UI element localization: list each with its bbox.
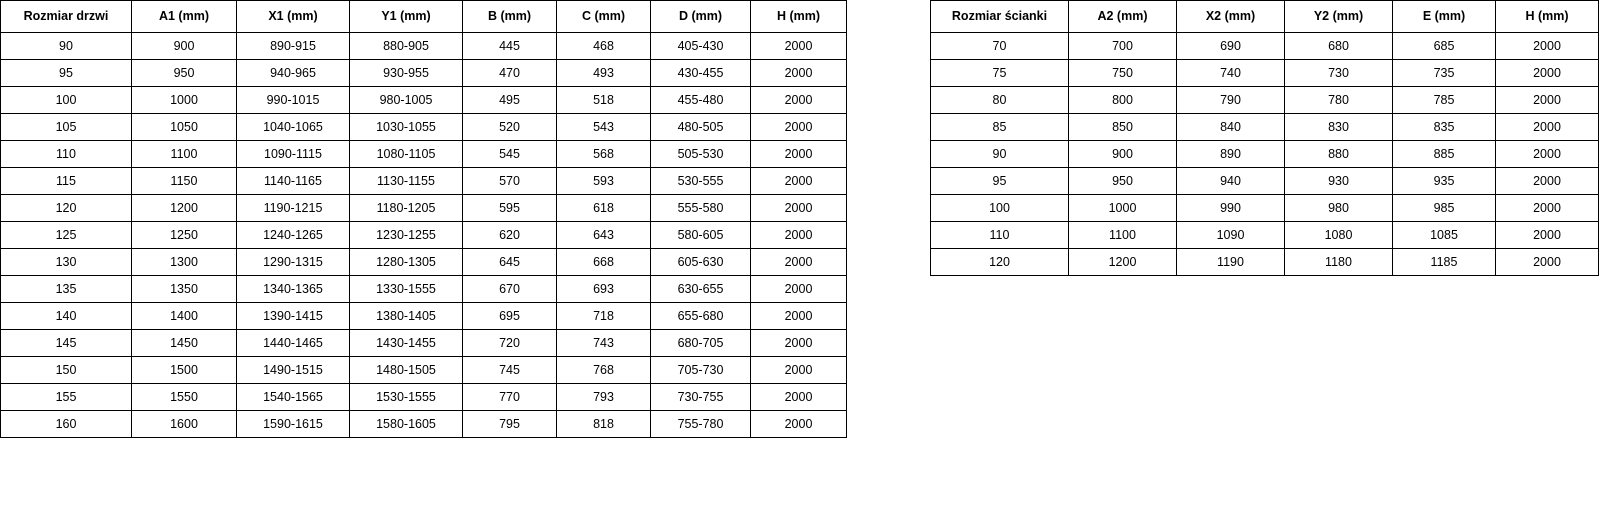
table-cell: 1190 xyxy=(1177,249,1285,276)
table-cell: 768 xyxy=(557,357,651,384)
table-cell: 980 xyxy=(1285,195,1393,222)
table-cell: 480-505 xyxy=(651,114,751,141)
table-row xyxy=(931,114,1599,141)
table-header-row xyxy=(1,1,847,33)
table-cell: 850 xyxy=(1069,114,1177,141)
table-cell: 930-955 xyxy=(350,60,463,87)
table-cell: 85 xyxy=(931,114,1069,141)
table-cell: 1085 xyxy=(1393,222,1496,249)
table-cell: 900 xyxy=(132,33,237,60)
table-cell: 1350 xyxy=(132,276,237,303)
column-header-wall-size: Rozmiar ścianki xyxy=(931,1,1069,33)
doors-table-container xyxy=(0,0,847,438)
table-cell: 780 xyxy=(1285,87,1393,114)
table-cell: 2000 xyxy=(751,141,847,168)
table-cell: 935 xyxy=(1393,168,1496,195)
table-cell: 1030-1055 xyxy=(350,114,463,141)
table-cell: 605-630 xyxy=(651,249,751,276)
table-cell: 670 xyxy=(463,276,557,303)
table-cell: 840 xyxy=(1177,114,1285,141)
table-cell: 1440-1465 xyxy=(237,330,350,357)
table-cell: 580-605 xyxy=(651,222,751,249)
table-cell: 1280-1305 xyxy=(350,249,463,276)
table-row xyxy=(1,60,847,87)
table-cell: 120 xyxy=(931,249,1069,276)
table-cell: 2000 xyxy=(751,357,847,384)
table-cell: 618 xyxy=(557,195,651,222)
table-cell: 2000 xyxy=(1496,195,1599,222)
table-cell: 1600 xyxy=(132,411,237,438)
table-cell: 2000 xyxy=(1496,168,1599,195)
table-cell: 1080-1105 xyxy=(350,141,463,168)
table-row xyxy=(931,249,1599,276)
table-cell: 980-1005 xyxy=(350,87,463,114)
table-cell: 743 xyxy=(557,330,651,357)
table-cell: 545 xyxy=(463,141,557,168)
table-row xyxy=(1,114,847,141)
table-cell: 2000 xyxy=(751,330,847,357)
table-cell: 150 xyxy=(1,357,132,384)
table-cell: 950 xyxy=(1069,168,1177,195)
table-row xyxy=(1,330,847,357)
table-cell: 890-915 xyxy=(237,33,350,60)
table-cell: 940 xyxy=(1177,168,1285,195)
table-row xyxy=(931,33,1599,60)
table-cell: 80 xyxy=(931,87,1069,114)
table-cell: 520 xyxy=(463,114,557,141)
table-cell: 1400 xyxy=(132,303,237,330)
table-cell: 1590-1615 xyxy=(237,411,350,438)
column-header-y1: Y1 (mm) xyxy=(350,1,463,33)
doors-dimensions-table xyxy=(0,0,847,438)
table-cell: 593 xyxy=(557,168,651,195)
table-cell: 643 xyxy=(557,222,651,249)
table-cell: 105 xyxy=(1,114,132,141)
table-cell: 2000 xyxy=(751,276,847,303)
table-cell: 2000 xyxy=(751,195,847,222)
table-cell: 130 xyxy=(1,249,132,276)
table-cell: 2000 xyxy=(751,303,847,330)
table-cell: 668 xyxy=(557,249,651,276)
table-cell: 1080 xyxy=(1285,222,1393,249)
table-cell: 770 xyxy=(463,384,557,411)
table-cell: 145 xyxy=(1,330,132,357)
table-cell: 100 xyxy=(931,195,1069,222)
table-cell: 680-705 xyxy=(651,330,751,357)
table-cell: 445 xyxy=(463,33,557,60)
table-cell: 655-680 xyxy=(651,303,751,330)
table-cell: 818 xyxy=(557,411,651,438)
table-cell: 140 xyxy=(1,303,132,330)
table-row xyxy=(1,303,847,330)
table-cell: 720 xyxy=(463,330,557,357)
table-cell: 2000 xyxy=(751,384,847,411)
column-header-h: H (mm) xyxy=(751,1,847,33)
table-header-row xyxy=(931,1,1599,33)
table-cell: 1000 xyxy=(132,87,237,114)
table-cell: 2000 xyxy=(751,222,847,249)
column-header-b: B (mm) xyxy=(463,1,557,33)
column-header-h: H (mm) xyxy=(1496,1,1599,33)
table-cell: 75 xyxy=(931,60,1069,87)
doors-table-header xyxy=(1,1,847,33)
table-row xyxy=(1,357,847,384)
column-header-x1: X1 (mm) xyxy=(237,1,350,33)
table-cell: 120 xyxy=(1,195,132,222)
table-row xyxy=(1,33,847,60)
table-cell: 693 xyxy=(557,276,651,303)
table-cell: 790 xyxy=(1177,87,1285,114)
table-cell: 1380-1405 xyxy=(350,303,463,330)
table-cell: 1530-1555 xyxy=(350,384,463,411)
table-cell: 1340-1365 xyxy=(237,276,350,303)
table-cell: 880-905 xyxy=(350,33,463,60)
table-cell: 2000 xyxy=(751,249,847,276)
table-row xyxy=(1,222,847,249)
table-cell: 735 xyxy=(1393,60,1496,87)
walls-table-body xyxy=(931,33,1599,276)
table-cell: 1185 xyxy=(1393,249,1496,276)
table-cell: 718 xyxy=(557,303,651,330)
table-cell: 1150 xyxy=(132,168,237,195)
table-cell: 690 xyxy=(1177,33,1285,60)
table-cell: 950 xyxy=(132,60,237,87)
table-cell: 1490-1515 xyxy=(237,357,350,384)
table-cell: 900 xyxy=(1069,141,1177,168)
table-row xyxy=(1,411,847,438)
table-cell: 1200 xyxy=(1069,249,1177,276)
table-cell: 530-555 xyxy=(651,168,751,195)
table-cell: 495 xyxy=(463,87,557,114)
table-cell: 90 xyxy=(1,33,132,60)
table-cell: 2000 xyxy=(751,60,847,87)
column-header-d: D (mm) xyxy=(651,1,751,33)
table-cell: 730-755 xyxy=(651,384,751,411)
table-cell: 685 xyxy=(1393,33,1496,60)
table-cell: 700 xyxy=(1069,33,1177,60)
table-cell: 750 xyxy=(1069,60,1177,87)
table-cell: 830 xyxy=(1285,114,1393,141)
table-cell: 570 xyxy=(463,168,557,195)
table-cell: 1000 xyxy=(1069,195,1177,222)
table-cell: 885 xyxy=(1393,141,1496,168)
table-cell: 1090 xyxy=(1177,222,1285,249)
table-cell: 1100 xyxy=(132,141,237,168)
table-cell: 1200 xyxy=(132,195,237,222)
table-cell: 2000 xyxy=(1496,60,1599,87)
table-cell: 745 xyxy=(463,357,557,384)
column-header-c: C (mm) xyxy=(557,1,651,33)
table-cell: 890 xyxy=(1177,141,1285,168)
table-cell: 1300 xyxy=(132,249,237,276)
table-cell: 835 xyxy=(1393,114,1496,141)
table-cell: 940-965 xyxy=(237,60,350,87)
table-row xyxy=(1,276,847,303)
table-cell: 95 xyxy=(931,168,1069,195)
table-cell: 1500 xyxy=(132,357,237,384)
table-cell: 1480-1505 xyxy=(350,357,463,384)
table-cell: 160 xyxy=(1,411,132,438)
table-cell: 680 xyxy=(1285,33,1393,60)
table-row xyxy=(931,141,1599,168)
table-cell: 2000 xyxy=(1496,87,1599,114)
table-cell: 2000 xyxy=(751,411,847,438)
table-row xyxy=(1,384,847,411)
table-cell: 2000 xyxy=(1496,33,1599,60)
table-cell: 1100 xyxy=(1069,222,1177,249)
table-row xyxy=(1,141,847,168)
table-cell: 755-780 xyxy=(651,411,751,438)
table-cell: 2000 xyxy=(1496,141,1599,168)
table-cell: 1130-1155 xyxy=(350,168,463,195)
column-header-y2: Y2 (mm) xyxy=(1285,1,1393,33)
table-cell: 110 xyxy=(1,141,132,168)
table-cell: 1390-1415 xyxy=(237,303,350,330)
table-cell: 1090-1115 xyxy=(237,141,350,168)
table-row xyxy=(1,195,847,222)
table-cell: 2000 xyxy=(1496,249,1599,276)
table-cell: 2000 xyxy=(751,33,847,60)
table-cell: 518 xyxy=(557,87,651,114)
table-cell: 1240-1265 xyxy=(237,222,350,249)
table-cell: 1450 xyxy=(132,330,237,357)
table-cell: 1540-1565 xyxy=(237,384,350,411)
walls-table-container xyxy=(930,0,1599,276)
column-header-a1: A1 (mm) xyxy=(132,1,237,33)
table-cell: 115 xyxy=(1,168,132,195)
table-cell: 470 xyxy=(463,60,557,87)
walls-dimensions-table xyxy=(930,0,1599,276)
table-cell: 90 xyxy=(931,141,1069,168)
table-cell: 2000 xyxy=(1496,222,1599,249)
column-header-a2: A2 (mm) xyxy=(1069,1,1177,33)
table-cell: 568 xyxy=(557,141,651,168)
table-cell: 990-1015 xyxy=(237,87,350,114)
table-cell: 620 xyxy=(463,222,557,249)
table-row xyxy=(931,168,1599,195)
table-cell: 1190-1215 xyxy=(237,195,350,222)
table-row xyxy=(1,87,847,114)
table-cell: 2000 xyxy=(1496,114,1599,141)
table-row xyxy=(931,87,1599,114)
table-cell: 930 xyxy=(1285,168,1393,195)
table-cell: 555-580 xyxy=(651,195,751,222)
doors-table-body xyxy=(1,33,847,438)
table-cell: 1050 xyxy=(132,114,237,141)
table-cell: 1580-1605 xyxy=(350,411,463,438)
table-cell: 1250 xyxy=(132,222,237,249)
table-row xyxy=(1,168,847,195)
table-cell: 990 xyxy=(1177,195,1285,222)
column-header-e: E (mm) xyxy=(1393,1,1496,33)
table-cell: 2000 xyxy=(751,114,847,141)
walls-table-header xyxy=(931,1,1599,33)
table-cell: 1140-1165 xyxy=(237,168,350,195)
table-cell: 110 xyxy=(931,222,1069,249)
table-cell: 985 xyxy=(1393,195,1496,222)
table-cell: 430-455 xyxy=(651,60,751,87)
table-cell: 405-430 xyxy=(651,33,751,60)
table-cell: 1040-1065 xyxy=(237,114,350,141)
table-cell: 1180 xyxy=(1285,249,1393,276)
table-cell: 695 xyxy=(463,303,557,330)
table-cell: 1550 xyxy=(132,384,237,411)
table-row xyxy=(931,195,1599,222)
table-cell: 1180-1205 xyxy=(350,195,463,222)
table-cell: 493 xyxy=(557,60,651,87)
table-cell: 705-730 xyxy=(651,357,751,384)
table-row xyxy=(931,222,1599,249)
table-cell: 100 xyxy=(1,87,132,114)
table-cell: 793 xyxy=(557,384,651,411)
table-cell: 2000 xyxy=(751,87,847,114)
table-cell: 1290-1315 xyxy=(237,249,350,276)
table-cell: 155 xyxy=(1,384,132,411)
table-cell: 95 xyxy=(1,60,132,87)
table-cell: 730 xyxy=(1285,60,1393,87)
table-cell: 455-480 xyxy=(651,87,751,114)
table-cell: 795 xyxy=(463,411,557,438)
column-header-x2: X2 (mm) xyxy=(1177,1,1285,33)
column-header-door-size: Rozmiar drzwi xyxy=(1,1,132,33)
table-row xyxy=(931,60,1599,87)
table-cell: 543 xyxy=(557,114,651,141)
table-cell: 880 xyxy=(1285,141,1393,168)
table-cell: 740 xyxy=(1177,60,1285,87)
table-cell: 785 xyxy=(1393,87,1496,114)
table-cell: 70 xyxy=(931,33,1069,60)
table-cell: 1330-1555 xyxy=(350,276,463,303)
table-cell: 630-655 xyxy=(651,276,751,303)
table-cell: 1430-1455 xyxy=(350,330,463,357)
table-cell: 800 xyxy=(1069,87,1177,114)
table-cell: 505-530 xyxy=(651,141,751,168)
table-cell: 125 xyxy=(1,222,132,249)
table-cell: 1230-1255 xyxy=(350,222,463,249)
table-cell: 645 xyxy=(463,249,557,276)
table-cell: 2000 xyxy=(751,168,847,195)
table-row xyxy=(1,249,847,276)
table-cell: 135 xyxy=(1,276,132,303)
table-cell: 468 xyxy=(557,33,651,60)
table-cell: 595 xyxy=(463,195,557,222)
